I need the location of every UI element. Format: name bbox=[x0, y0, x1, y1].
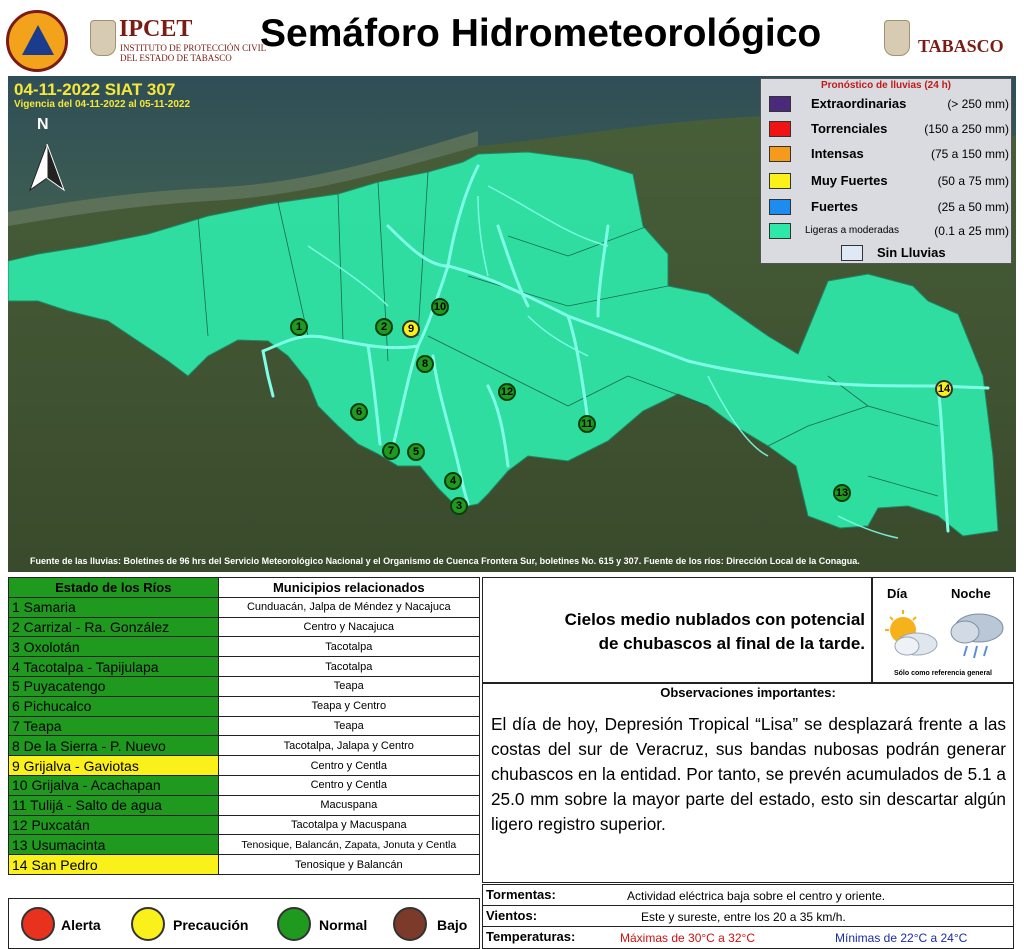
legend-title: Pronóstico de lluvias (24 h) bbox=[820, 80, 952, 91]
river-name: 3 Oxolotán bbox=[9, 637, 219, 657]
legend-item-torrenciales: Torrenciales (150 a 250 mm) bbox=[769, 118, 1009, 140]
night-label: Noche bbox=[951, 586, 991, 601]
river-name: 9 Grijalva - Gaviotas bbox=[9, 756, 219, 776]
river-name: 13 Usumacinta bbox=[9, 835, 219, 855]
legend-swatch bbox=[841, 245, 863, 261]
header bbox=[0, 0, 1024, 76]
river-marker-13[interactable]: 13 bbox=[833, 484, 851, 502]
alerta-dot-icon bbox=[21, 907, 55, 941]
table-row bbox=[9, 855, 480, 875]
river-marker-11[interactable]: 11 bbox=[578, 415, 596, 433]
observations-title: Observaciones importantes: bbox=[660, 685, 836, 700]
table-row bbox=[9, 736, 480, 756]
siat-label: 04-11-2022 SIAT 307 bbox=[14, 80, 176, 99]
river-municipios: Cunduacán, Jalpa de Méndez y Nacajuca bbox=[218, 597, 479, 617]
river-municipios: Teapa bbox=[218, 676, 479, 696]
river-municipios: Tenosique y Balancán bbox=[218, 855, 479, 875]
river-municipios: Teapa y Centro bbox=[218, 696, 479, 716]
storms-value: Actividad eléctrica baja sobre el centro y oriente. bbox=[627, 889, 886, 903]
status-label-normal: Normal bbox=[319, 917, 368, 933]
page-title: Semáforo Hidrometeorológico bbox=[260, 12, 822, 55]
river-municipios: Tacotalpa bbox=[218, 637, 479, 657]
river-marker-4[interactable]: 4 bbox=[444, 472, 462, 490]
rivers-table bbox=[8, 577, 480, 875]
river-marker-5[interactable]: 5 bbox=[407, 443, 425, 461]
north-label: N bbox=[37, 116, 49, 133]
status-label-precaucion: Precaución bbox=[173, 917, 249, 933]
legend-item-intensas: Intensas (75 a 150 mm) bbox=[769, 143, 1009, 165]
table-row bbox=[9, 597, 480, 617]
river-name: 11 Tulijá - Salto de agua bbox=[9, 795, 219, 815]
table-row bbox=[9, 835, 480, 855]
temps-min: Mínimas de 22°C a 24°C bbox=[835, 931, 968, 945]
river-marker-3[interactable]: 3 bbox=[450, 497, 468, 515]
temps-max: Máximas de 30°C a 32°C bbox=[620, 931, 755, 945]
river-municipios: Centro y Centla bbox=[218, 756, 479, 776]
river-name: 5 Puyacatengo bbox=[9, 676, 219, 696]
forecast-box bbox=[482, 577, 872, 683]
status-label-alerta: Alerta bbox=[61, 917, 101, 933]
river-municipios: Tenosique, Balancán, Zapata, Jonuta y Centla bbox=[218, 835, 479, 855]
legend-item-fuertes: Fuertes (25 a 50 mm) bbox=[769, 196, 1009, 218]
river-municipios: Centro y Nacajuca bbox=[218, 617, 479, 637]
river-name: 6 Pichucalco bbox=[9, 696, 219, 716]
temps-row bbox=[482, 926, 1014, 949]
table-row bbox=[9, 716, 480, 736]
river-marker-6[interactable]: 6 bbox=[350, 403, 368, 421]
table-row bbox=[9, 637, 480, 657]
table-row bbox=[9, 815, 480, 835]
normal-dot-icon bbox=[277, 907, 311, 941]
legend-swatch bbox=[769, 96, 791, 112]
storms-row bbox=[482, 884, 1014, 906]
header-municipios: Municipios relacionados bbox=[218, 578, 479, 598]
legend-swatch bbox=[769, 173, 791, 189]
legend-item-sin-lluvias: Sin Lluvias bbox=[769, 242, 1009, 264]
river-municipios: Macuspana bbox=[218, 795, 479, 815]
ipcet-subtitle: INSTITUTO DE PROTECCIÓN CIVIL DEL ESTADO DE TABASCO bbox=[120, 43, 267, 63]
river-marker-10[interactable]: 10 bbox=[431, 298, 449, 316]
ipcet-title: IPCET bbox=[119, 16, 193, 42]
table-row bbox=[9, 657, 480, 677]
legend-item-extraordinarias: Extraordinarias (> 250 mm) bbox=[769, 93, 1009, 115]
source-note: Fuente de las lluvias: Boletines de 96 hrs del Servicio Meteorológico Nacional y el Organismo de Cuenca Frontera Sur, boletines No. 615 y 307. Fuente de los ríos: Dirección Local de la Conagua. bbox=[30, 556, 860, 566]
rain-legend bbox=[760, 78, 1012, 264]
forecast-text: Cielos medio nublados con potencial de chubascos al final de la tarde. bbox=[564, 610, 865, 653]
table-row bbox=[9, 676, 480, 696]
river-marker-14[interactable]: 14 bbox=[935, 380, 953, 398]
tabasco-crest-logo bbox=[884, 20, 910, 56]
river-municipios: Teapa bbox=[218, 716, 479, 736]
legend-swatch bbox=[769, 199, 791, 215]
legend-swatch bbox=[769, 121, 791, 137]
river-marker-7[interactable]: 7 bbox=[382, 442, 400, 460]
bajo-dot-icon bbox=[393, 907, 427, 941]
proteccion-civil-logo bbox=[6, 10, 68, 72]
status-label-bajo: Bajo bbox=[437, 917, 468, 933]
table-row bbox=[9, 775, 480, 795]
vigencia-label: Vigencia del 04-11-2022 al 05-11-2022 bbox=[14, 99, 191, 110]
storms-label: Tormentas: bbox=[486, 887, 556, 902]
ipcet-crest-logo bbox=[90, 20, 116, 56]
river-municipios: Tacotalpa, Jalapa y Centro bbox=[218, 736, 479, 756]
day-night-box bbox=[872, 577, 1014, 683]
river-name: 10 Grijalva - Acachapan bbox=[9, 775, 219, 795]
observations-text: El día de hoy, Depresión Tropical “Lisa” se desplazará frente a las costas del sur de Veracruz, sus bandas nubosas podrán generar chubascos en la entidad. Por tanto, se prevén acumulados de 5.1 a 25.0 mm sobre la mayor parte del estado, esto sin descartar algún ligero registro superior. bbox=[491, 714, 1006, 834]
temps-label: Temperaturas: bbox=[486, 929, 576, 944]
table-header-row bbox=[9, 578, 480, 598]
observations-box bbox=[482, 683, 1014, 883]
river-name: 7 Teapa bbox=[9, 716, 219, 736]
river-name: 8 De la Sierra - P. Nuevo bbox=[9, 736, 219, 756]
river-marker-8[interactable]: 8 bbox=[416, 355, 434, 373]
winds-value: Este y sureste, entre los 20 a 35 km/h. bbox=[641, 910, 846, 924]
river-municipios: Tacotalpa bbox=[218, 657, 479, 677]
legend-swatch bbox=[769, 146, 791, 162]
river-name: 12 Puxcatán bbox=[9, 815, 219, 835]
table-row bbox=[9, 756, 480, 776]
river-name: 4 Tacotalpa - Tapijulapa bbox=[9, 657, 219, 677]
river-marker-2[interactable]: 2 bbox=[375, 318, 393, 336]
winds-row bbox=[482, 905, 1014, 927]
table-row bbox=[9, 617, 480, 637]
river-name: 14 San Pedro bbox=[9, 855, 219, 875]
status-legend bbox=[8, 898, 480, 949]
river-marker-9[interactable]: 9 bbox=[402, 320, 420, 338]
river-municipios: Tacotalpa y Macuspana bbox=[218, 815, 479, 835]
river-name: 2 Carrizal - Ra. González bbox=[9, 617, 219, 637]
tabasco-label: TABASCO bbox=[918, 36, 1004, 56]
river-marker-1[interactable]: 1 bbox=[290, 318, 308, 336]
rain-cloud-icon bbox=[945, 606, 1009, 664]
legend-item-muy-fuertes: Muy Fuertes (50 a 75 mm) bbox=[769, 170, 1009, 192]
river-municipios: Centro y Centla bbox=[218, 775, 479, 795]
legend-item-ligeras: Ligeras a moderadas (0.1 a 25 mm) bbox=[769, 220, 1009, 242]
day-label: Día bbox=[887, 586, 908, 601]
reference-note: Sólo como referencia general bbox=[893, 670, 993, 677]
river-name: 1 Samaria bbox=[9, 597, 219, 617]
winds-label: Vientos: bbox=[486, 908, 538, 923]
header-estado-rios: Estado de los Ríos bbox=[9, 578, 219, 598]
table-row bbox=[9, 696, 480, 716]
precaucion-dot-icon bbox=[131, 907, 165, 941]
legend-swatch bbox=[769, 223, 791, 239]
river-marker-12[interactable]: 12 bbox=[498, 383, 516, 401]
sun-cloud-icon bbox=[879, 608, 941, 660]
table-row bbox=[9, 795, 480, 815]
